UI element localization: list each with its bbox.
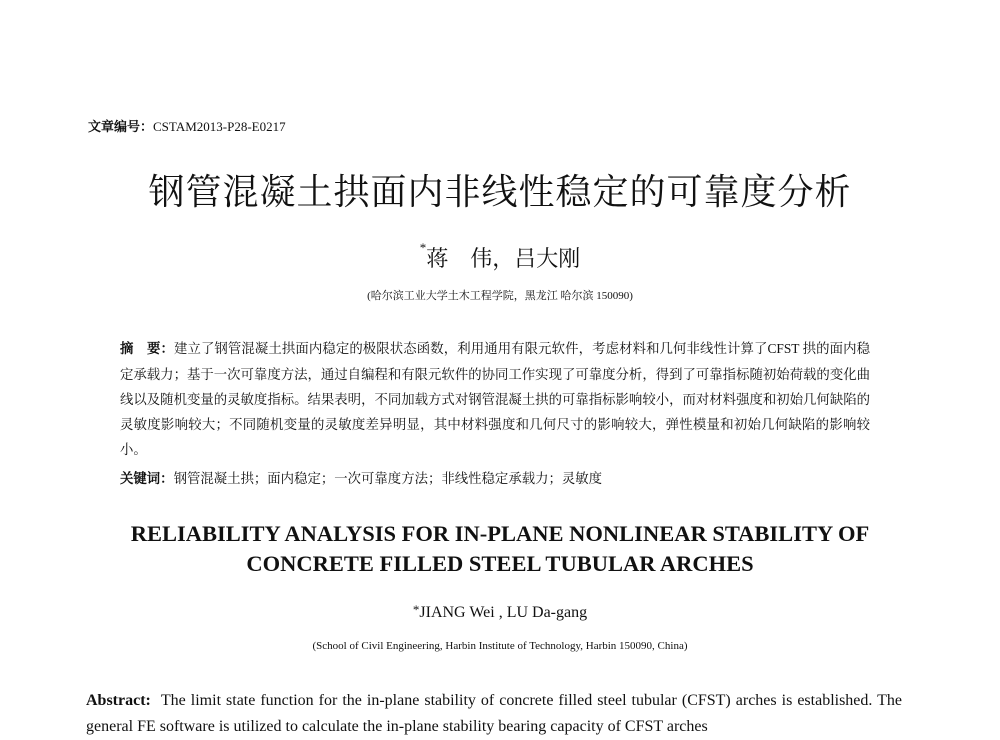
article-number-value: CSTAM2013-P28-E0217 <box>153 119 286 134</box>
chinese-keywords <box>120 468 870 487</box>
english-abstract-label: Abstract: <box>86 692 151 709</box>
english-title-line-2: CONCRETE FILLED STEEL TUBULAR ARCHES <box>246 551 754 576</box>
chinese-abstract <box>120 336 870 462</box>
chinese-keywords-label: 关键词： <box>120 472 174 487</box>
english-corresponding-author-mark: * <box>412 602 420 617</box>
chinese-affiliation: (哈尔滨工业大学土木工程学院，黑龙江 哈尔滨 150090) <box>367 290 633 302</box>
english-affiliation: (School of Civil Engineering, Harbin Institute of Technology, Harbin 150090, China) <box>312 640 688 652</box>
chinese-authors <box>0 242 1000 273</box>
article-number-label: 文章编号： <box>88 120 154 135</box>
english-abstract-text: The limit state function for the in-plane stability of concrete filled steel tubular (CFST) arches is established. The general FE software is utilized to calculate the in-plane stability bearing capacity of CFST arches <box>86 692 903 735</box>
corresponding-author-mark: * <box>419 240 427 255</box>
chinese-title: 钢管混凝土拱面内非线性稳定的可靠度分析 <box>148 172 852 213</box>
chinese-abstract-label: 摘 要： <box>120 342 174 357</box>
chinese-abstract-text: 建立了钢管混凝土拱面内稳定的极限状态函数，利用通用有限元软件，考虑材料和几何非线性计算了CFST 拱的面内稳定承载力；基于一次可靠度方法，通过自编程和有限元软件的协同工作实现了可靠度分析，得到了可靠指标随初始荷载的变化曲线以及随机变量的灵敏度指标。结果表明，不同加载方式对钢管混凝土拱的可靠指标影响较小，而对材料强度和初始几何缺陷的灵敏度影响较大；不同随机变量的灵敏度差异明显，其中材料强度和几何尺寸的影响较大，弹性模量和初始几何缺陷的影响较小。 <box>120 341 871 457</box>
english-title-line-1: RELIABILITY ANALYSIS FOR IN-PLANE NONLINEAR STABILITY OF <box>130 521 870 546</box>
english-author-names: JIANG Wei , LU Da-gang <box>419 604 588 621</box>
english-authors <box>0 604 1000 622</box>
article-number <box>88 116 286 135</box>
english-title <box>0 519 1000 579</box>
chinese-keywords-text: 钢管混凝土拱；面内稳定；一次可靠度方法；非线性稳定承载力；灵敏度 <box>173 471 603 486</box>
chinese-author-names: 蒋 伟，吕大刚 <box>426 246 581 271</box>
english-abstract <box>86 688 902 740</box>
